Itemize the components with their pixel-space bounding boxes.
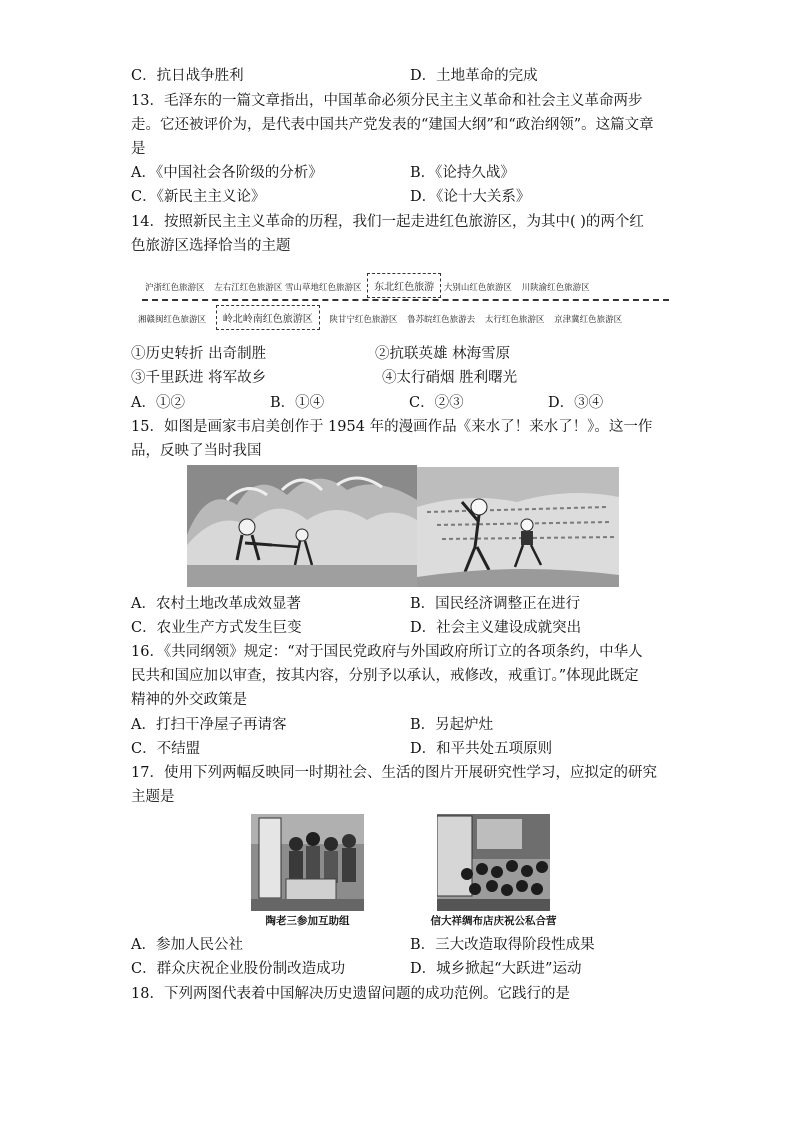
q16-stem-line2: 民共和国应加以审查，按其内容，分别予以承认，戒修改，戒重订。”体现此既定: [131, 668, 639, 684]
q13-option-d: D．《论十大关系》: [410, 189, 531, 205]
q13-stem-line2: 走。它还被评价为，是代表中国共产党发表的“建国大纲”和“政治纲领”。这篇文章: [131, 117, 654, 133]
q12-option-d: D．土地革命的完成: [410, 68, 538, 84]
photo-mutual-aid-group: [251, 814, 364, 911]
q17-option-a: A．参加人民公社: [131, 937, 243, 953]
q15-option-d: D．社会主义建设成就突出: [410, 620, 582, 636]
q17-stem-line2: 主题是: [131, 789, 175, 805]
q13-option-b: B．《论持久战》: [410, 165, 515, 181]
q14-stem-line2: 色旅游区选择恰当的主题: [131, 238, 291, 254]
q15-stem-line1: 15．如图是画家韦启美创作于 1954 年的漫画作品《来水了！来水了！》。这一作: [131, 419, 653, 435]
q14-option-b: B．①④: [270, 395, 325, 411]
q15-option-a: A．农村土地改革成效显著: [131, 596, 301, 612]
route-label: 沪浙红色旅游区: [145, 283, 205, 293]
photo-caption-left: 陶老三参加互助组: [265, 915, 350, 927]
route-label: 太行红色旅游区: [484, 315, 545, 325]
q14-option-a: A．①②: [131, 395, 185, 411]
q12-option-c: C．抗日战争胜利: [131, 68, 244, 84]
route-label-highlighted: 东北红色旅游: [367, 273, 441, 298]
q16-option-c: C．不结盟: [131, 741, 201, 757]
q15-option-c: C．农业生产方式发生巨变: [131, 620, 302, 636]
q14-theme-2: ②抗联英雄 林海雪原: [375, 346, 511, 362]
q16-option-d: D．和平共处五项原则: [410, 741, 553, 757]
q14-option-c: C．②③: [409, 395, 464, 411]
q16-option-b: B．另起炉灶: [410, 717, 494, 733]
route-label: 京津冀红色旅游区: [554, 315, 623, 325]
route-label: 川陕渝红色旅游区: [521, 283, 590, 293]
route-label: 雪山草地红色旅游区: [284, 283, 362, 293]
q15-stem-line2: 品，反映了当时我国: [131, 443, 262, 459]
q14-theme-1: ①历史转折 出奇制胜: [131, 346, 267, 362]
q13-option-a: A．《中国社会各阶级的分析》: [131, 165, 323, 181]
cartoon-running-kids-image: [417, 467, 619, 587]
q17-option-c: C．群众庆祝企业股份制改造成功: [131, 961, 346, 977]
q14-option-d: D．③④: [548, 395, 604, 411]
route-label: 左右江红色旅游区: [214, 283, 283, 293]
route-label: 陕甘宁红色旅游区: [329, 315, 398, 325]
q18-stem-line1: 18．下列两图代表着中国解决历史遗留问题的成功范例。它践行的是: [131, 986, 570, 1002]
cartoon-water-wave-image: [187, 465, 417, 587]
q13-stem-line1: 13．毛泽东的一篇文章指出，中国革命必须分民主主义革命和社会主义革命两步: [131, 93, 643, 109]
route-label-highlighted: 岭北岭南红色旅游区: [216, 305, 320, 330]
q17-option-d: D．城乡掀起“大跃进”运动: [410, 961, 582, 977]
route-label: 鲁苏皖红色旅游去: [407, 315, 476, 325]
q17-option-b: B．三大改造取得阶段性成果: [410, 937, 595, 953]
q16-stem-line3: 精神的外交政策是: [131, 692, 247, 708]
route-label: 湘赣闽红色旅游区: [138, 315, 207, 325]
route-map-bottom-row: [138, 305, 629, 330]
q15-option-b: B．国民经济调整正在进行: [410, 596, 581, 612]
q13-option-c: C．《新民主主义论》: [131, 189, 266, 205]
q14-theme-4: ④太行硝烟 胜利曙光: [382, 370, 518, 386]
photo-public-private-partnership: [437, 814, 550, 911]
q16-option-a: A．打扫干净屋子再请客: [131, 717, 287, 733]
route-label: 大别山红色旅游区: [443, 283, 512, 293]
q14-stem-line1: 14．按照新民主主义革命的历程，我们一起走进红色旅游区，为其中( )的两个红: [131, 214, 644, 230]
route-map-top-row: [145, 273, 597, 298]
q14-theme-3: ③千里跃进 将军故乡: [131, 370, 267, 386]
q13-stem-line3: 是: [131, 141, 146, 157]
q16-stem-line1: 16．《共同纲领》规定：“对于国民党政府与外国政府所订立的各项条约，中华人: [131, 644, 643, 660]
photo-caption-right: 信大祥绸布店庆祝公私合营: [430, 915, 557, 927]
route-map-divider: [142, 299, 669, 301]
q17-stem-line1: 17．使用下列两幅反映同一时期社会、生活的图片开展研究性学习，应拟定的研究: [131, 765, 657, 781]
